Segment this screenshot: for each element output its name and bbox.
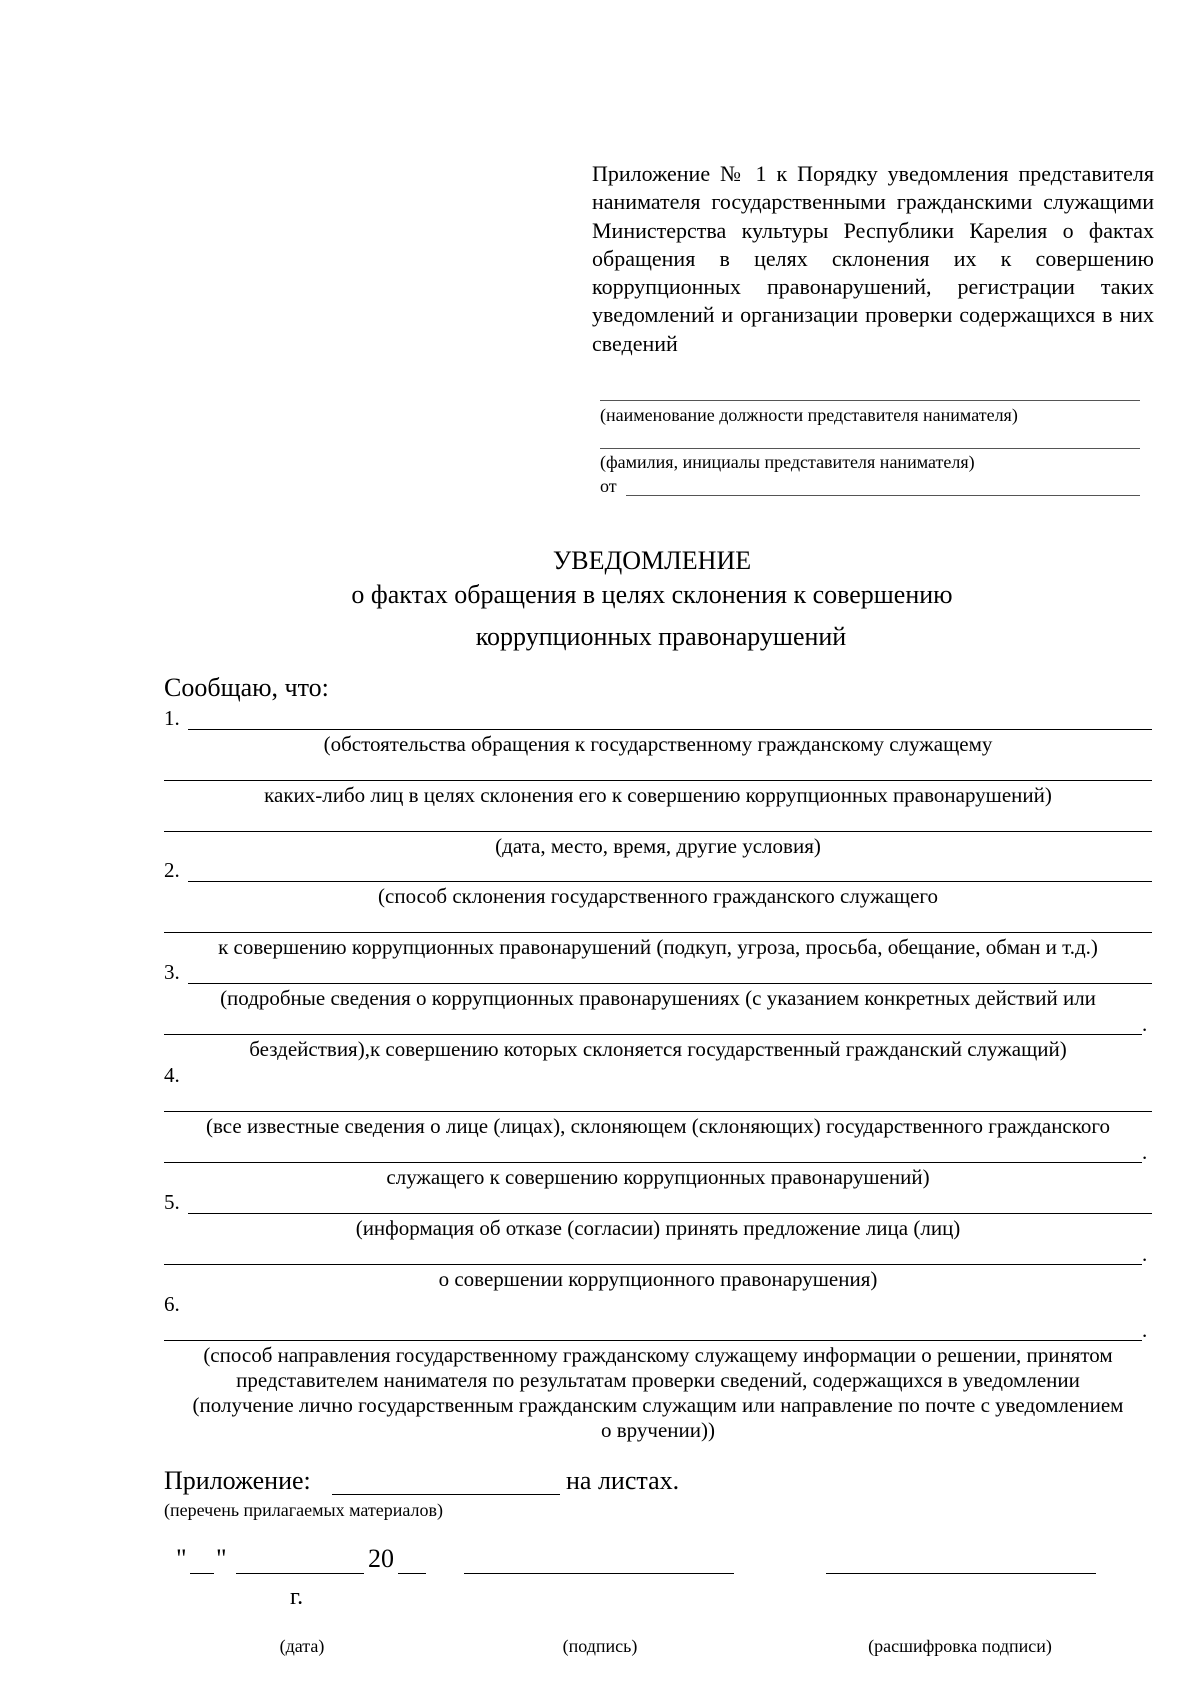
item-number-4: 4. <box>164 1063 180 1087</box>
item-2-caption-2: к совершению коррупционных правонарушений (подкуп, угроза, просьба, обещание, обман и т.д.) <box>218 935 1098 959</box>
signature-decode-caption: (расшифровка подписи) <box>868 1636 1052 1656</box>
document-subtitle-2: коррупционных правонарушений <box>475 622 847 651</box>
date-month-line[interactable] <box>236 1573 364 1574</box>
item-4-line-2[interactable] <box>164 1162 1142 1163</box>
item-5-caption-1: (информация об отказе (согласии) принять предложение лица (лиц) <box>355 1216 961 1240</box>
item-number-5: 5. <box>164 1190 180 1214</box>
item-4-caption-1: (все известные сведения о лице (лицах), склоняющем (склоняющих) государственного гражданского <box>206 1114 1110 1138</box>
from-label: от <box>600 476 617 496</box>
item-2-line-1[interactable] <box>188 881 1152 882</box>
item-6-dot: . <box>1142 1318 1148 1342</box>
item-6-line-1[interactable] <box>164 1340 1142 1341</box>
date-quote-close: " <box>216 1544 227 1573</box>
item-5-caption-2: о совершении коррупционного правонарушения) <box>438 1267 878 1291</box>
appendix-reference: Приложение № 1 к Порядку уведомления представителя нанимателя государственными гражданскими служащими Министерства культуры Республики Карелия о фактах обращения в целях склонения их к совершению коррупционных правонарушений, регистрации таких уведомлений и организации проверки содержащихся в них сведений <box>592 161 1154 356</box>
item-number-3: 3. <box>164 960 180 984</box>
item-1-caption-1: (обстоятельства обращения к государственному гражданскому служащему <box>323 732 993 756</box>
name-line[interactable] <box>600 448 1140 449</box>
item-6-caption-3: (получение лично государственным гражданским служащим или направление по почте с уведомлением <box>192 1393 1124 1417</box>
item-number-6: 6. <box>164 1292 180 1316</box>
signature-decode-line[interactable] <box>826 1573 1096 1574</box>
item-3-caption-1: (подробные сведения о коррупционных правонарушениях (с указанием конкретных действий или <box>220 986 1096 1010</box>
attachment-count-line[interactable] <box>332 1494 560 1495</box>
date-year-line[interactable] <box>398 1573 426 1574</box>
document-subtitle-1: о фактах обращения в целях склонения к совершению <box>351 580 953 609</box>
item-5-line-1[interactable] <box>188 1213 1152 1214</box>
item-4-line-1[interactable] <box>164 1111 1152 1112</box>
item-6-caption-2: представителем нанимателя по результатам проверки сведений, содержащихся в уведомлении <box>236 1368 1080 1392</box>
date-day-line[interactable] <box>190 1573 214 1574</box>
item-3-dot: . <box>1142 1012 1148 1036</box>
item-1-caption-2: каких-либо лиц в целях склонения его к совершению коррупционных правонарушений) <box>264 783 1052 807</box>
item-2-line-2[interactable] <box>164 932 1152 933</box>
item-number-2: 2. <box>164 858 180 882</box>
intro-text: Сообщаю, что: <box>164 673 329 702</box>
item-1-line-3[interactable] <box>164 831 1152 832</box>
date-year-prefix: 20 <box>368 1544 394 1573</box>
item-6-caption-1: (способ направления государственному гражданскому служащему информации о решении, принятом <box>203 1343 1113 1367</box>
item-6-caption-4: о вручении)) <box>601 1418 715 1442</box>
signature-caption: (подпись) <box>562 1636 638 1656</box>
item-1-line-1[interactable] <box>188 729 1152 730</box>
date-quote-open: " <box>176 1544 187 1573</box>
signature-line[interactable] <box>464 1573 734 1574</box>
item-number-1: 1. <box>164 706 180 730</box>
position-caption: (наименование должности представителя нанимателя) <box>600 405 1018 425</box>
item-3-line-2[interactable] <box>164 1034 1142 1035</box>
item-5-line-2[interactable] <box>164 1264 1142 1265</box>
date-year-suffix: г. <box>290 1584 304 1610</box>
item-5-dot: . <box>1142 1242 1148 1266</box>
item-2-caption-1: (способ склонения государственного гражданского служащего <box>378 884 938 908</box>
item-3-line-1[interactable] <box>188 983 1152 984</box>
attachment-label: Приложение: <box>164 1466 311 1495</box>
item-3-caption-2: бездействия),к совершению которых склоняется государственный гражданский служащий) <box>249 1037 1067 1061</box>
item-1-caption-3: (дата, место, время, другие условия) <box>495 834 821 858</box>
document-title: УВЕДОМЛЕНИЕ <box>552 546 752 575</box>
item-4-dot: . <box>1142 1140 1148 1164</box>
from-line[interactable] <box>626 495 1140 496</box>
name-caption: (фамилия, инициалы представителя нанимателя) <box>600 452 975 472</box>
position-line[interactable] <box>600 400 1140 401</box>
attachment-caption: (перечень прилагаемых материалов) <box>164 1500 444 1520</box>
item-4-caption-2: служащего к совершению коррупционных правонарушений) <box>386 1165 930 1189</box>
item-1-line-2[interactable] <box>164 780 1152 781</box>
date-caption: (дата) <box>279 1636 325 1656</box>
attachment-sheets-label: на листах. <box>566 1466 680 1495</box>
